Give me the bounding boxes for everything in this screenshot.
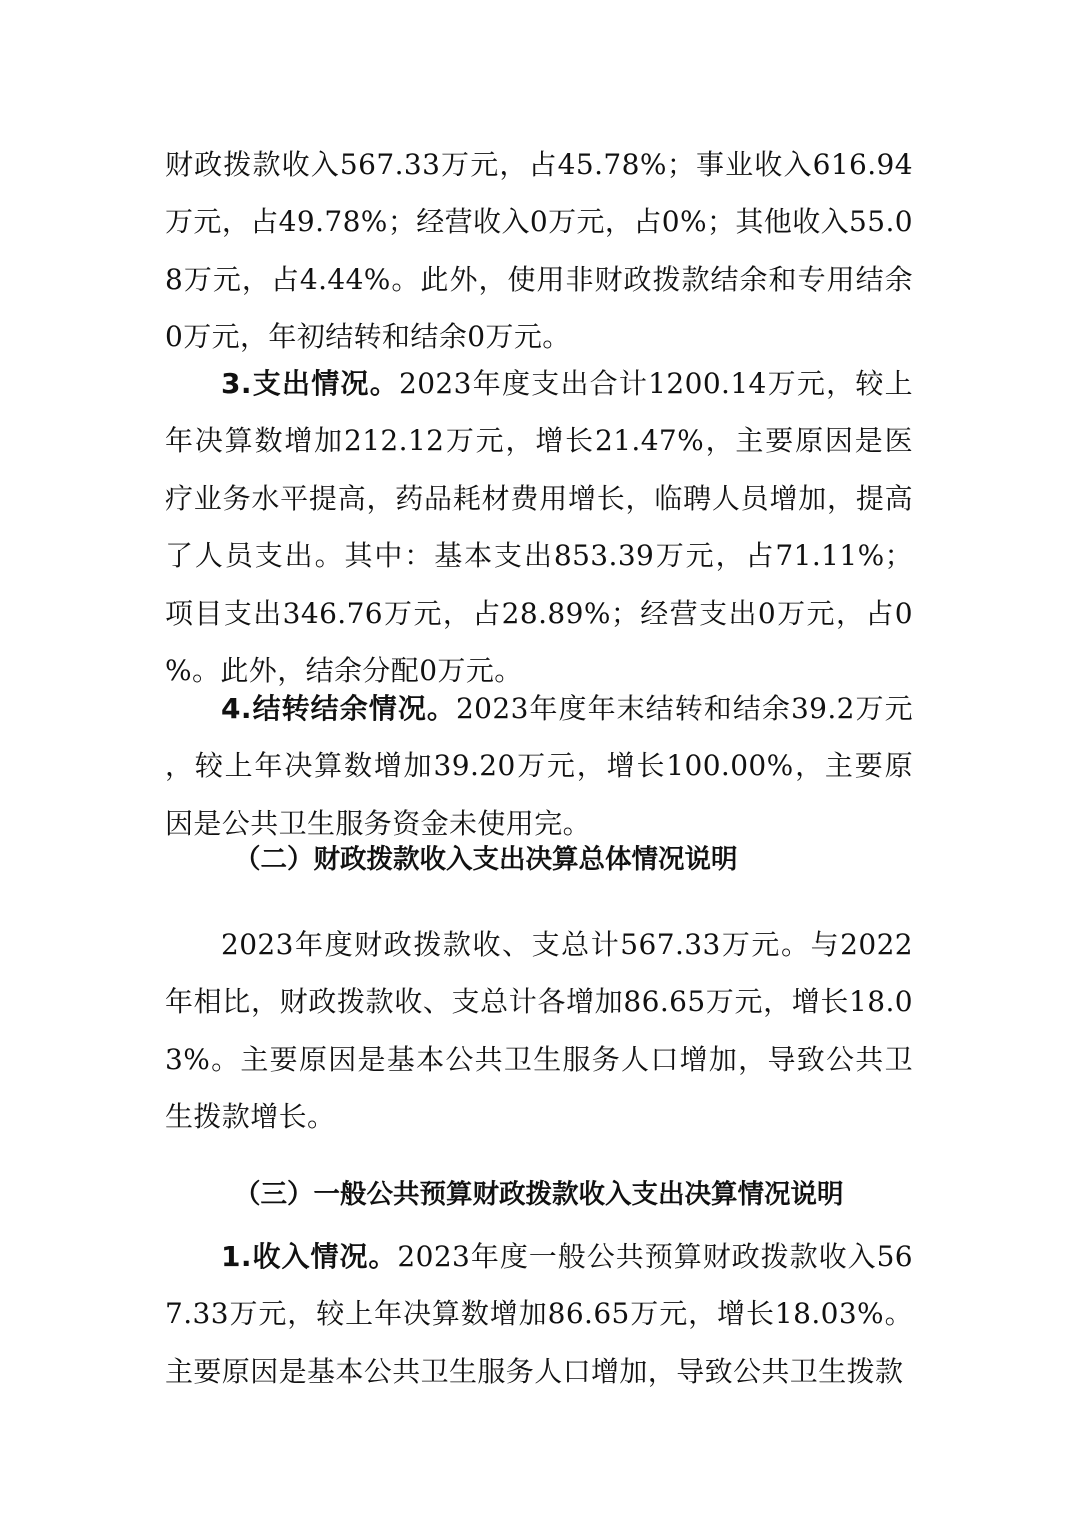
paragraph-text: 财政拨款收入567.33万元，占45.78%；事业收入616.94万元，占49.78%；经营收入0万元，占0%；其他收入55.08万元，占4.44%。此外，使用非财政拨款结余和专用结余0万元，年初结转和结余0万元。 [165, 148, 913, 354]
paragraph-text: 2023年度支出合计1200.14万元，较上年决算数增加212.12万元，增长21.47%，主要原因是医疗业务水平提高，药品耗材费用增长，临聘人员增加，提高了人员支出。其中：基本支出853.39万元，占71.11%；项目支出346.76万元，占28.89%；经营支出0万元，占0%。此外，结余分配0万元。 [165, 367, 913, 688]
section-heading-2: （二）财政拨款收入支出决算总体情况说明 [234, 844, 738, 875]
paragraph-text: 2023年度年末结转和结余39.2万元，较上年决算数增加39.20万元，增长100.00%，主要原因是公共卫生服务资金未使用完。 [165, 692, 913, 840]
paragraph-expenditure [165, 355, 913, 699]
paragraph-text: 2023年度一般公共预算财政拨款收入567.33万元，较上年决算数增加86.65万元，增长18.03%。主要原因是基本公共卫生服务人口增加，导致公共卫生拨款 [165, 1240, 913, 1388]
paragraph-income-breakdown [165, 136, 913, 366]
paragraph-text: 2023年度财政拨款收、支总计567.33万元。与2022年相比，财政拨款收、支总计各增加86.65万元，增长18.03%。主要原因是基本公共卫生服务人口增加，导致公共卫生拨款增长。 [165, 928, 913, 1134]
paragraph-lead-income: 1.收入情况。 [221, 1240, 398, 1273]
paragraph-lead-carryover: 4.结转结余情况。 [221, 692, 456, 725]
section-heading-3: （三）一般公共预算财政拨款收入支出决算情况说明 [234, 1179, 844, 1210]
paragraph-fiscal-total [165, 916, 913, 1146]
paragraph-general-budget-income [165, 1228, 913, 1400]
paragraph-lead-expenditure: 3.支出情况。 [221, 367, 399, 400]
paragraph-carryover [165, 680, 913, 852]
